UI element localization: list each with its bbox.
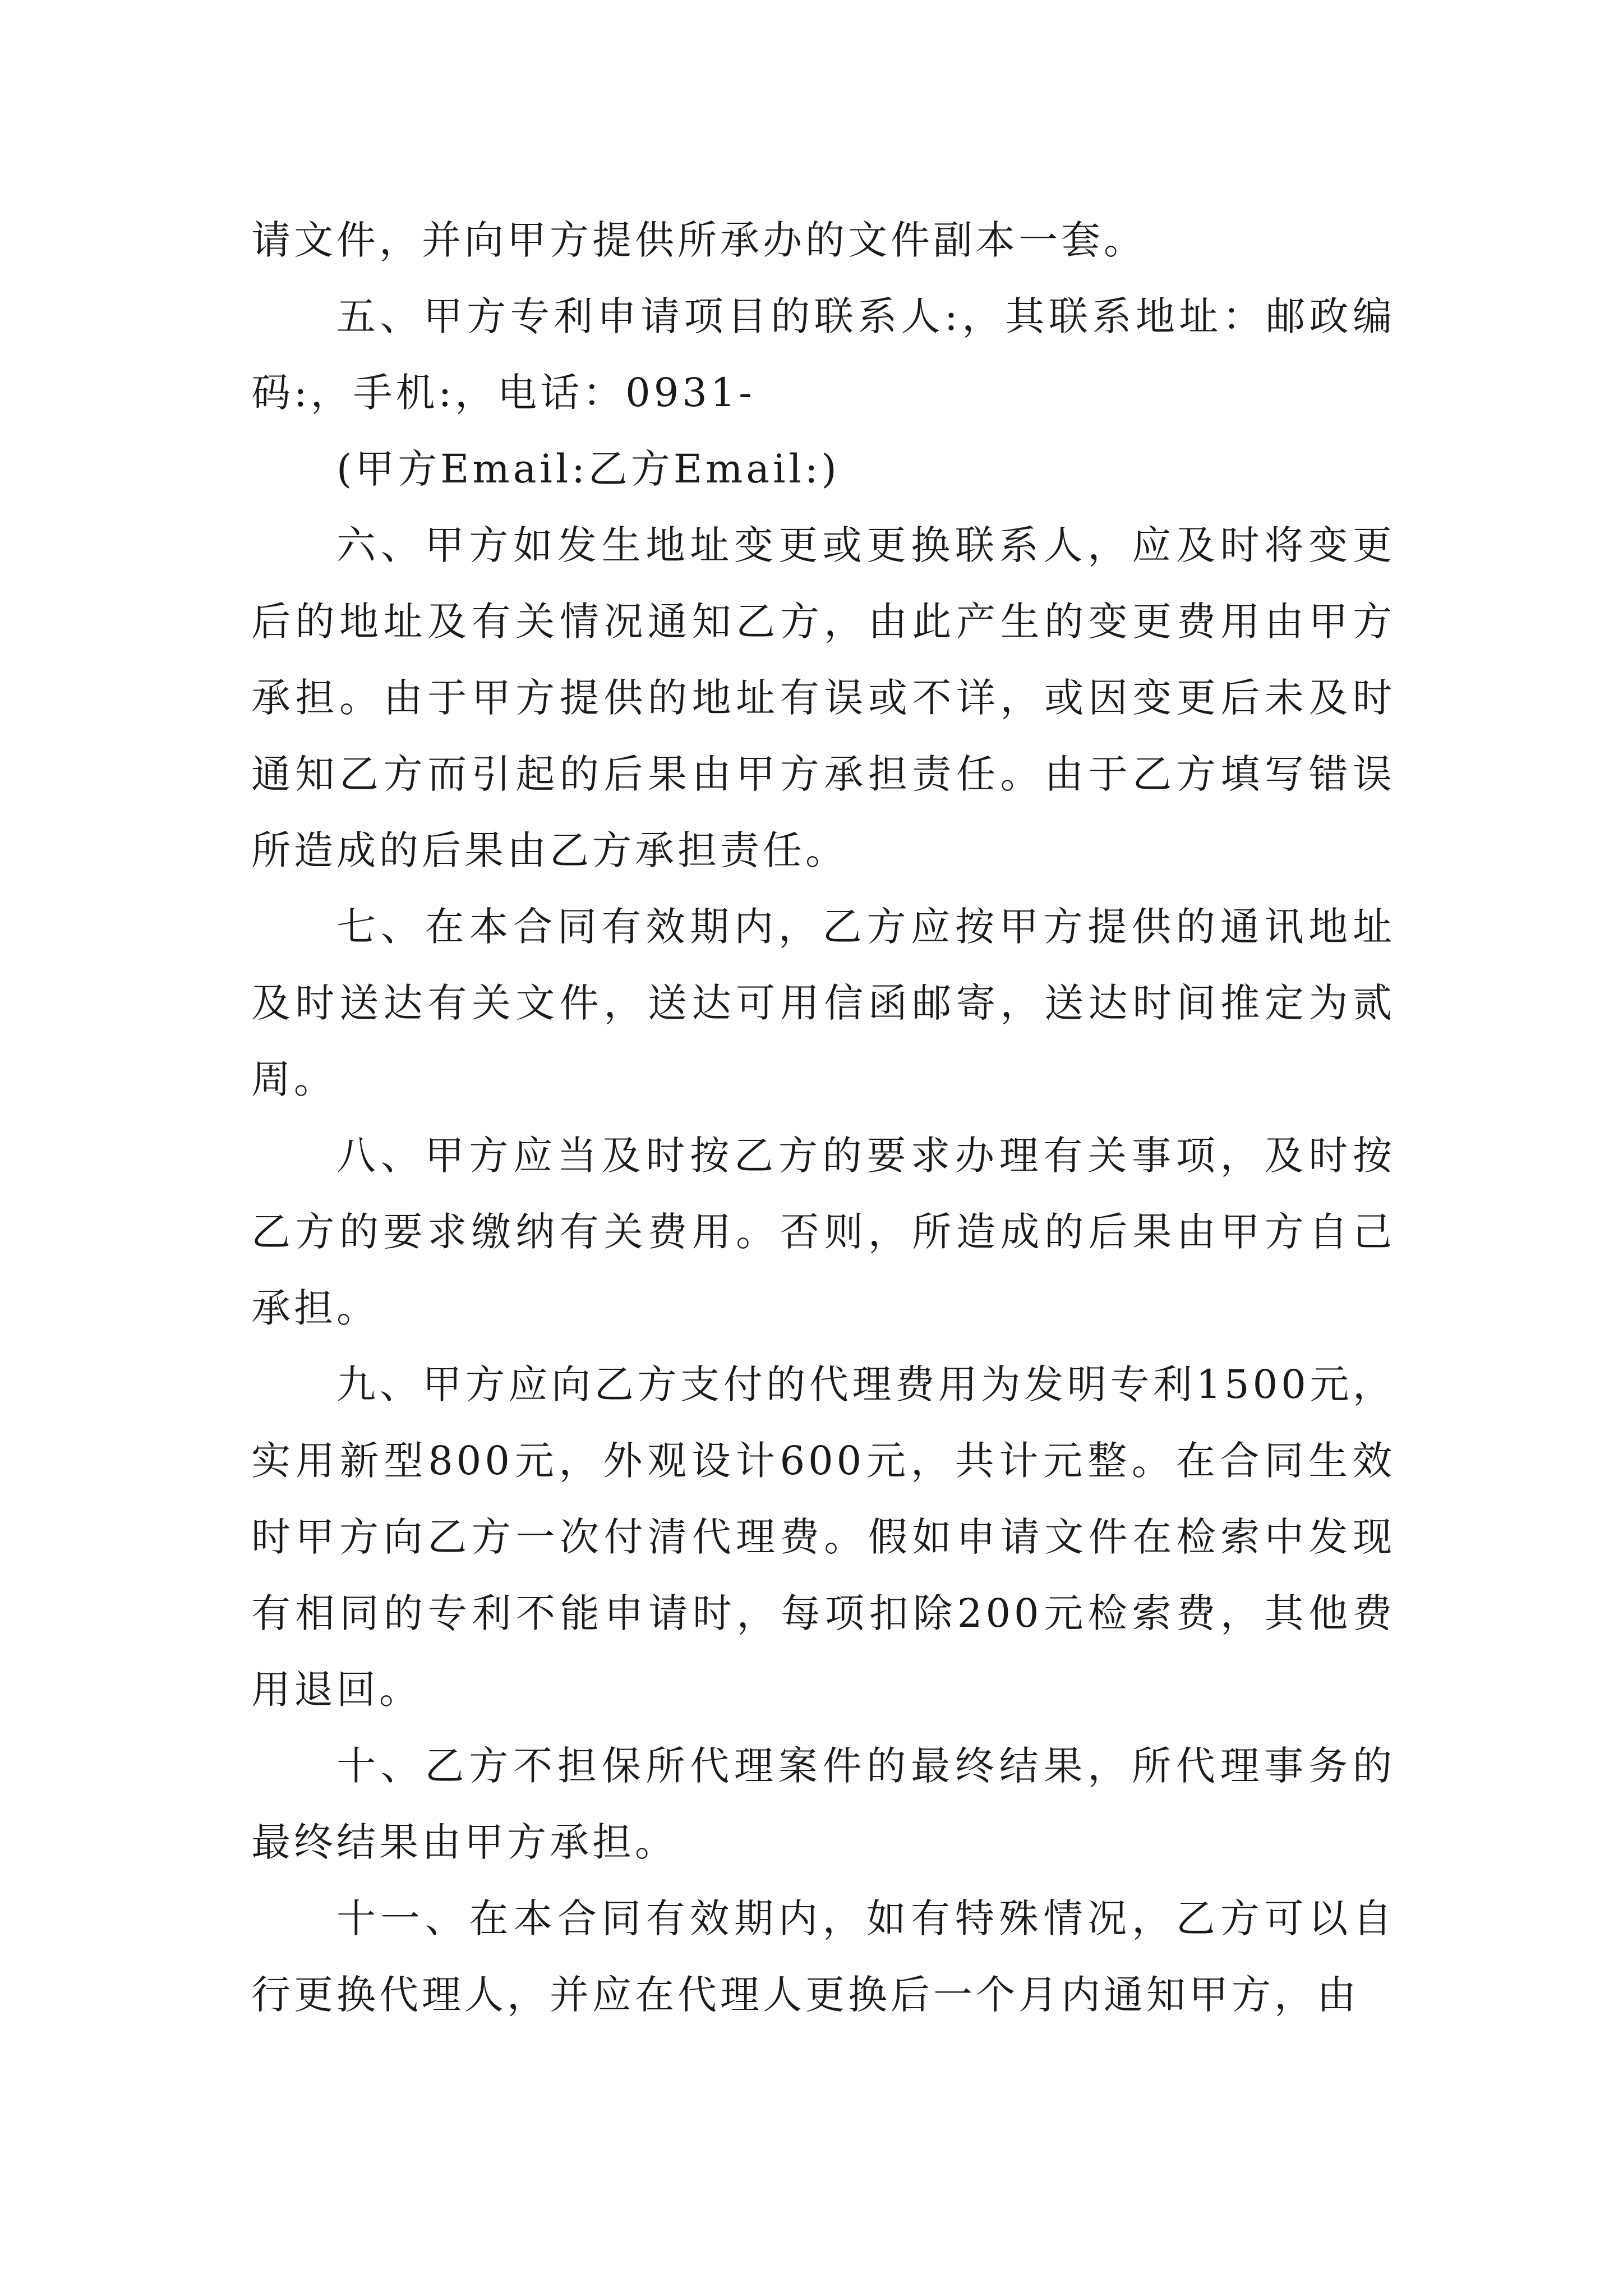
paragraph-clause-11: 十一、在本合同有效期内，如有特殊情况，乙方可以自行更换代理人，并应在代理人更换后一个月内通知甲方，由 [251,1895,1395,2018]
paragraph-clause-10: 十、乙方不担保所代理案件的最终结果，所代理事务的最终结果由甲方承担。 [251,1743,1395,1865]
document-body [251,202,1395,2033]
paragraph-email-note: (甲方Email:乙方Email:) [336,446,840,492]
paragraph-clause-9: 九、甲方应向乙方支付的代理费用为发明专利1500元，实用新型800元，外观设计600元，共计元整。在合同生效时甲方向乙方一次付清代理费。假如申请文件在检索中发现有相同的专利不能申请时，每项扣除200元检索费，其他费用退回。 [251,1361,1395,1713]
paragraph-clause-5: 五、甲方专利申请项目的联系人:，其联系地址：邮政编码:，手机:，电话：0931- [251,293,1395,416]
paragraph-continuation: 请文件，并向甲方提供所承办的文件副本一套。 [251,217,1146,263]
paragraph-clause-7: 七、在本合同有效期内，乙方应按甲方提供的通讯地址及时送达有关文件，送达可用信函邮寄，送达时间推定为贰周。 [251,904,1395,1102]
paragraph-clause-8: 八、甲方应当及时按乙方的要求办理有关事项，及时按乙方的要求缴纳有关费用。否则，所造成的后果由甲方自己承担。 [251,1133,1395,1331]
paragraph-clause-6: 六、甲方如发生地址变更或更换联系人，应及时将变更后的地址及有关情况通知乙方，由此产生的变更费用由甲方承担。由于甲方提供的地址有误或不详，或因变更后未及时通知乙方而引起的后果由甲方承担责任。由于乙方填写错误所造成的后果由乙方承担责任。 [251,522,1395,873]
